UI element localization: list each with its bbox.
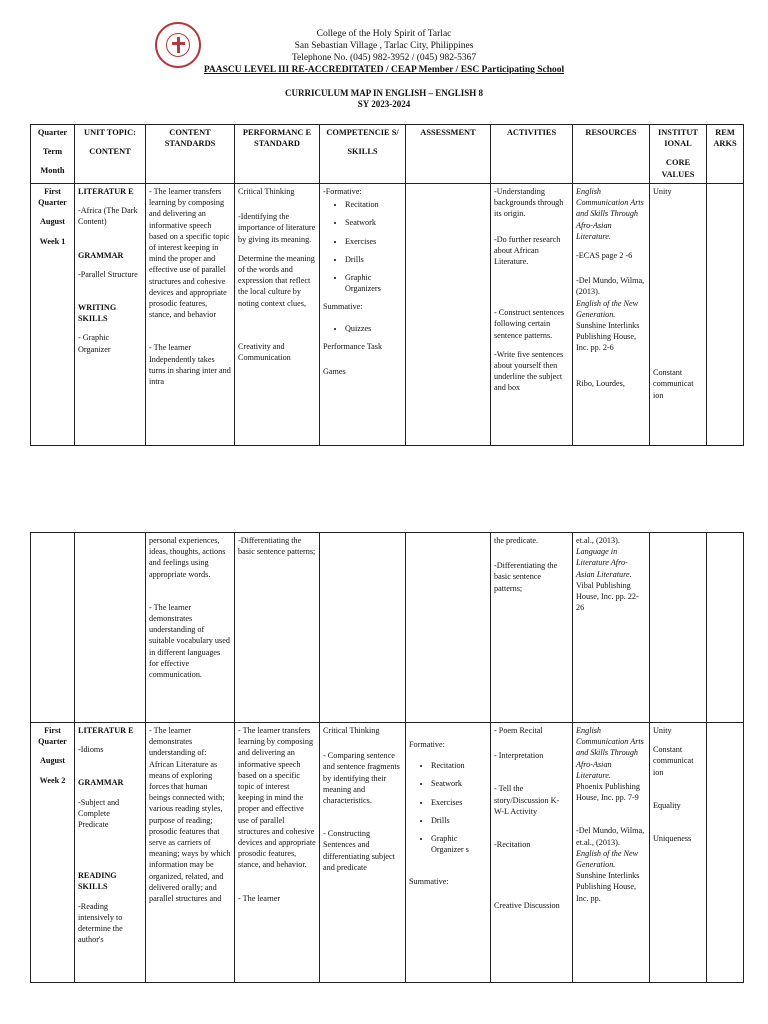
competencies-cell: Critical Thinking - Comparing sentence and sentence fragments by identifying their meaning and characteristics. - Constructing Sentences and differentiating subject and predicate	[320, 723, 406, 983]
resources-cell: et.al., (2013). Language in Literature Afro-Asian Literature. Vibal Publishing House, Inc. pp. 22-26	[573, 533, 650, 723]
unit-topic-cell	[75, 533, 146, 723]
list-item: • Drills	[345, 254, 402, 265]
performance-standard-cell: -Differentiating the basic sentence patterns;	[235, 533, 320, 723]
assessment-cell	[406, 533, 491, 723]
list-item: • Drills	[431, 815, 487, 826]
col-performance-standard: PERFORMANC E STANDARD	[235, 125, 320, 184]
table-row	[31, 533, 744, 723]
header-row	[31, 125, 744, 184]
col-resources: RESOURCES	[573, 125, 650, 184]
quarter-cell: First Quarter August Week 1	[31, 184, 75, 446]
list-item: • Recitation	[345, 199, 402, 210]
competencies-cell	[320, 533, 406, 723]
performance-standard-cell: - The learner transfers learning by composing and delivering an informative speech based on a specific topic of interest keeping in mind the proper and effective use of parallel structures and cohesive devices and appropriate prosodic features, stance, and behavior. - The learner	[235, 723, 320, 983]
college-telephone: Telephone No. (045) 982-3952 / (045) 982-5367	[291, 53, 477, 63]
quarter-cell: First Quarter August Week 2	[31, 723, 75, 983]
list-item: • Seatwork	[345, 217, 402, 228]
list-item: • Graphic Organizers	[345, 272, 402, 294]
college-name: College of the Holy Spirit of Tarlac	[316, 29, 452, 39]
col-remarks: REM ARKS	[707, 125, 744, 184]
quarter-cell	[31, 533, 75, 723]
content-standards-cell: personal experiences, ideas, thoughts, actions and feelings using appropriate words. - The learner demonstrates understanding of suitable vocabulary used in different languages for effective communication.	[146, 533, 235, 723]
curriculum-table-bottom	[30, 532, 744, 983]
school-year: SY 2023-2024	[357, 99, 411, 109]
activities-cell: - Poem Recital - Interpretation - Tell the story/Discussion K-W-L Activity -Recitation Creative Discussion	[491, 723, 573, 983]
resources-cell: English Communication Arts and Skills Through Afro-Asian Literature. -ECAS page 2 -6 -Del Mundo, Wilma, (2013). English of the New Generation. Sunshine Interlinks Publishing House, Inc. pp. 2-6 Ribo, Lourdes,	[573, 184, 650, 446]
col-competencies: COMPETENCIE S/ SKILLS	[320, 125, 406, 184]
unit-topic-cell: LITERATUR E -Idioms GRAMMAR -Subject and Complete Predicate READING SKILLS -Reading intensively to determine the author's	[75, 723, 146, 983]
activities-cell: the predicate. -Differentiating the basic sentence patterns;	[491, 533, 573, 723]
col-institutional-values: INSTITUT IONAL CORE VALUES	[650, 125, 707, 184]
core-values-cell: Unity Constant communicat ion	[650, 184, 707, 446]
assessment-cell	[406, 184, 491, 446]
remarks-cell	[707, 723, 744, 983]
col-unit-topic: UNIT TOPIC: CONTENT	[75, 125, 146, 184]
resources-cell: English Communication Arts and Skills Through Afro-Asian Literature. Phoenix Publishing House, Inc. pp. 7-9 -Del Mundo, Wilma, et.al., (2013). English of the New Generation. Sunshine Interlinks Publishing House, Inc. pp.	[573, 723, 650, 983]
competencies-cell: -Formative: • Recitation • Seatwork • Exercises • Drills • Graphic Organizers Summative: • Quizzes Performance Task Games	[320, 184, 406, 446]
table-row	[31, 723, 744, 983]
curriculum-table-top	[30, 124, 744, 446]
list-item: • Exercises	[345, 236, 402, 247]
unit-topic-cell: LITERATUR E -Africa (The Dark Content) GRAMMAR -Parallel Structure WRITING SKILLS - Graphic Organizer	[75, 184, 146, 446]
list-item: • Exercises	[431, 797, 487, 808]
list-item: • Quizzes	[345, 323, 402, 334]
school-seal-logo	[155, 22, 201, 68]
col-assessment: ASSESSMENT	[406, 125, 491, 184]
document-title: CURRICULUM MAP IN ENGLISH – ENGLISH 8	[284, 88, 484, 98]
list-item: • Seatwork	[431, 778, 487, 789]
core-values-cell	[650, 533, 707, 723]
table-row	[31, 184, 744, 446]
activities-cell: -Understanding backgrounds through its origin. -Do further research about African Literature. - Construct sentences following certain sentence patterns. -Write five sentences about yourself then underline the subject and box	[491, 184, 573, 446]
list-item: • Recitation	[431, 760, 487, 771]
remarks-cell	[707, 533, 744, 723]
remarks-cell	[707, 184, 744, 446]
performance-standard-cell: Critical Thinking -Identifying the importance of literature by giving its meaning. Determine the meaning of the words and expression that reflect the local culture by noting context clues, Creativity and Communication	[235, 184, 320, 446]
content-standards-cell: - The learner demonstrates understanding of: African Literature as means of exploring forces that human beings connected with; various reading styles, purpose of reading; prosodic features that serve as carriers of meaning; ways by which information may be organized, related, and delivered orally; and parallel structures and	[146, 723, 235, 983]
assessment-cell: Formative: • Recitation • Seatwork • Exercises • Drills • Graphic Organizer s Summative:	[406, 723, 491, 983]
accreditation-line: PAASCU LEVEL III RE-ACCREDITATED / CEAP Member / ESC Participating School	[203, 65, 565, 75]
content-standards-cell: - The learner transfers learning by composing and delivering an informative speech based on a specific topic of interest keeping in mind the proper and effective use of parallel structures and cohesive devices and appropriate prosodic features, stance, and behavior - The learner Independently takes turns in sharing inter and intra	[146, 184, 235, 446]
college-address: San Sebastian Village , Tarlac City, Philippines	[294, 41, 474, 51]
col-quarter: Quarter Term Month	[31, 125, 75, 184]
col-content-standards: CONTENT STANDARDS	[146, 125, 235, 184]
core-values-cell: Unity Constant communicat ion Equality Uniqueness	[650, 723, 707, 983]
col-activities: ACTIVITIES	[491, 125, 573, 184]
list-item: • Graphic Organizer s	[431, 833, 487, 855]
